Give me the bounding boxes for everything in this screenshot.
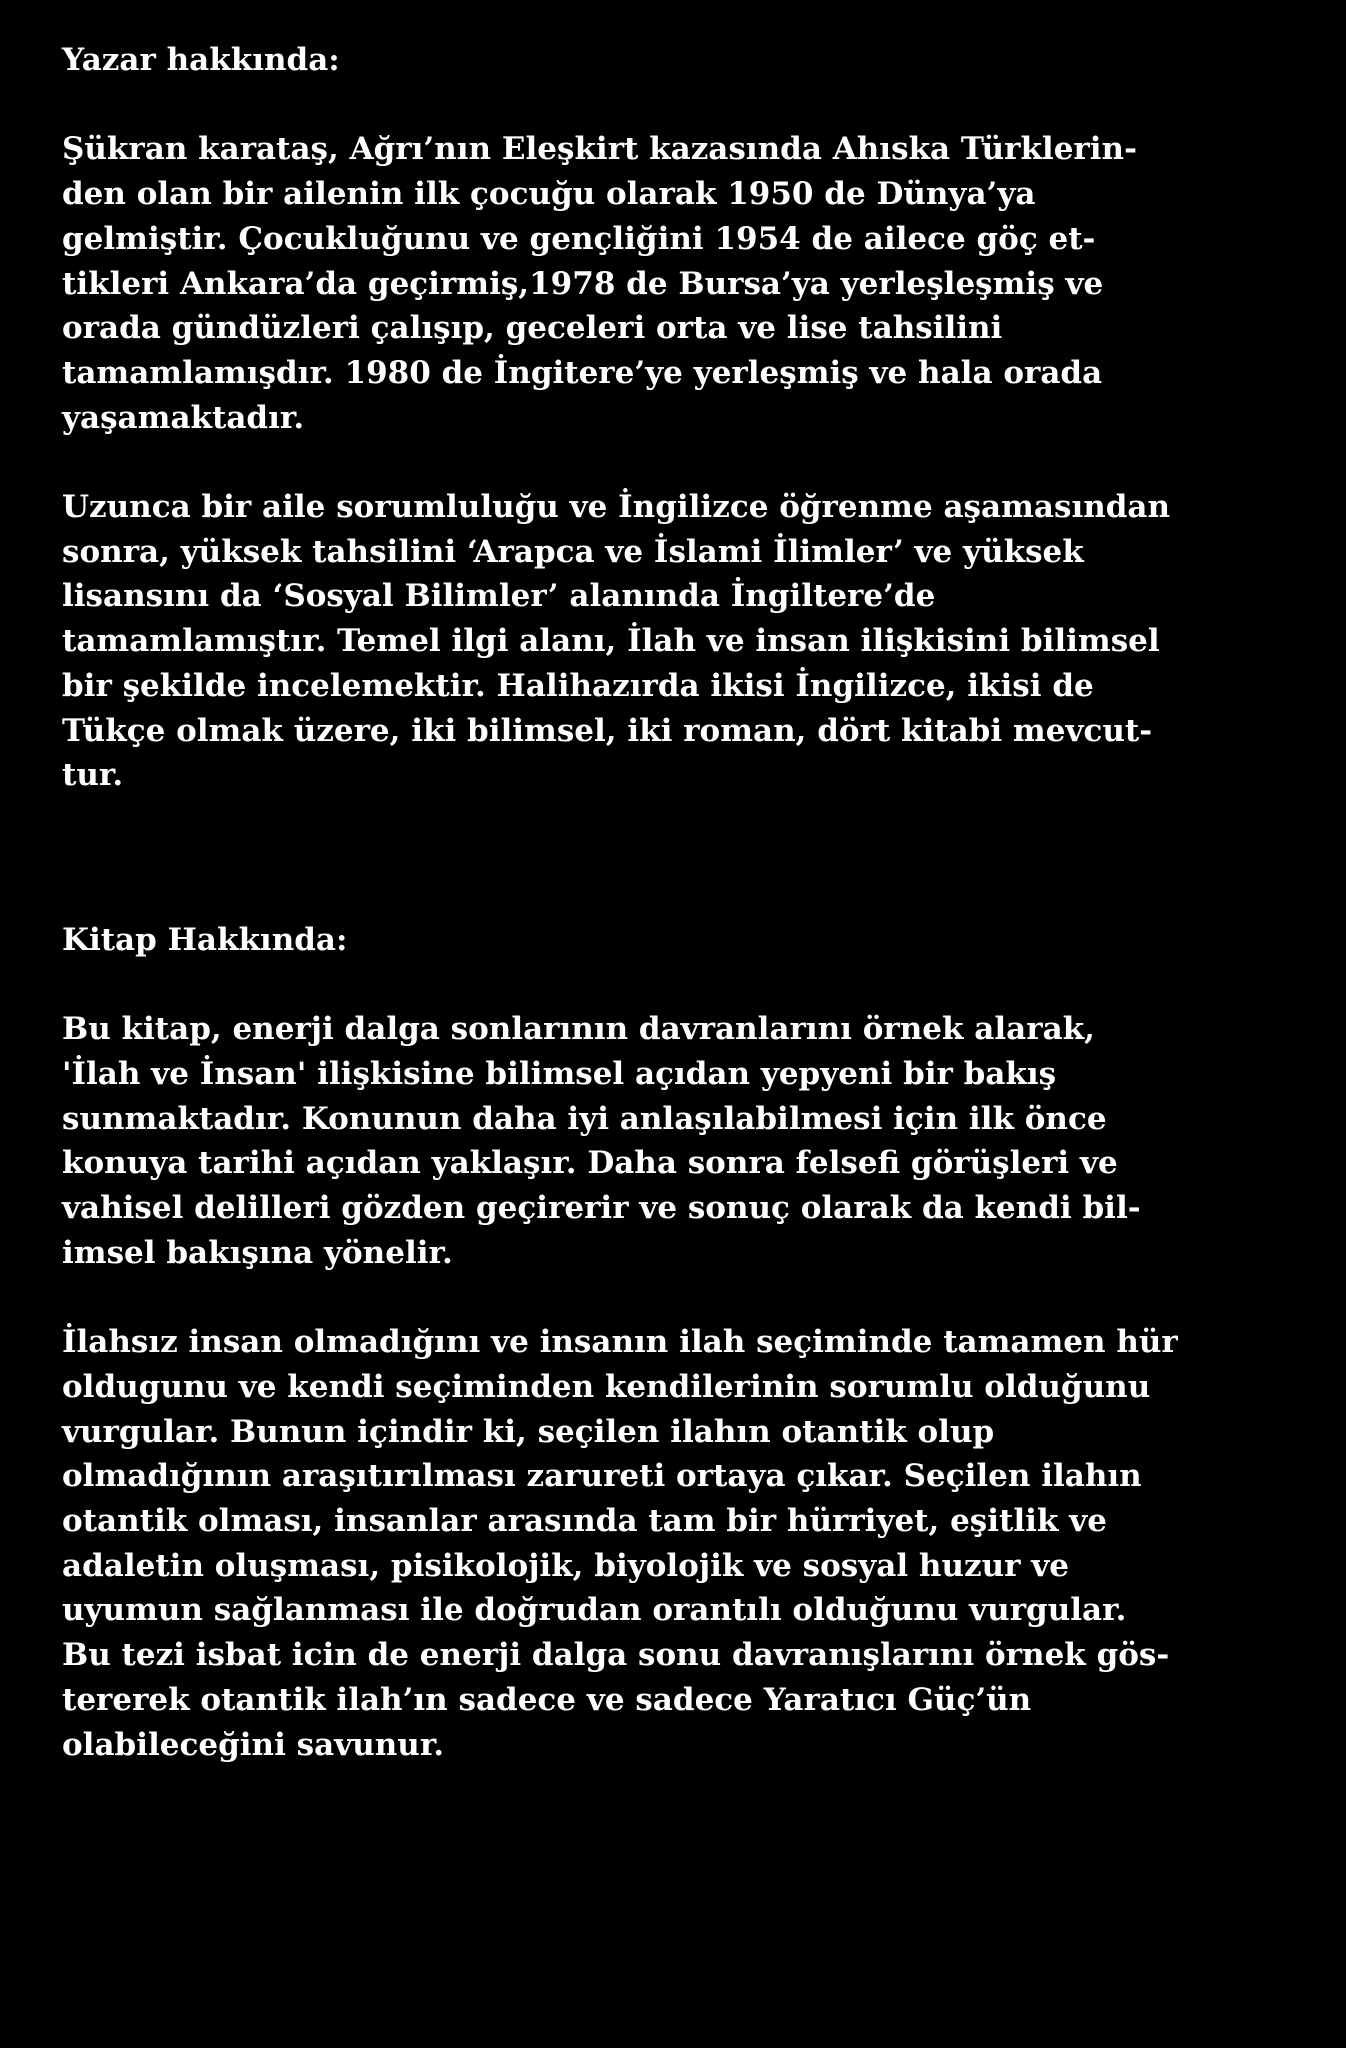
text-line: Şükran karataş, Ağrı’nın Eleşkirt kazasında Ahıska Türklerin-: [62, 131, 1137, 168]
text-line: konuya tarihi açıdan yaklaşır. Daha sonra felsefi görüşleri ve: [62, 1145, 1118, 1182]
text-line: olabileceğini savunur.: [62, 1726, 445, 1763]
text-line: Bu kitap, enerji dalga sonlarının davranlarını örnek alarak,: [62, 1011, 1095, 1048]
text-line: tamamlamışdır. 1980 de İngitere’ye yerleşmiş ve hala orada: [62, 354, 1103, 391]
text-line: uyumun sağlanması ile doğrudan orantılı olduğunu vurgular.: [62, 1592, 1127, 1629]
text-line: sonra, yüksek tahsilini ‘Arapca ve İslami İlimler’ ve yüksek: [62, 533, 1084, 570]
text-line: Uzunca bir aile sorumluluğu ve İngilizce öğrenme aşamasından: [62, 489, 1171, 525]
document-page: [62, 38, 1324, 1767]
text-line: vahisel delilleri gözden geçirerir ve sonuç olarak da kendi bil-: [62, 1190, 1141, 1227]
author-heading: Yazar hakkında:: [62, 42, 340, 78]
text-line: 'İlah ve İnsan' ilişkisine bilimsel açıdan yepyeni bir bakış: [62, 1056, 1057, 1093]
text-line: imsel bakışına yönelir.: [62, 1234, 453, 1271]
text-line: yaşamaktadır.: [62, 399, 305, 436]
text-line: otantik olması, insanlar arasında tam bir hürriyet, eşitlik ve: [62, 1503, 1107, 1540]
spacer: [62, 440, 1324, 485]
text-line: lisansını da ‘Sosyal Bilimler’ alanında İngiltere’de: [62, 578, 936, 615]
text-line: sunmaktadır. Konunun daha iyi anlaşılabilmesi için ilk önce: [62, 1100, 1107, 1137]
text-line: adaletin oluşması, pisikolojik, biyolojik ve sosyal huzur ve: [62, 1547, 1069, 1584]
text-line: tamamlamıştır. Temel ilgi alanı, İlah ve insan ilişkisini bilimsel: [62, 623, 1160, 660]
spacer: [62, 1276, 1324, 1321]
author-paragraph-2: [62, 485, 1324, 798]
text-line: Bu tezi isbat icin de enerji dalga sonu davranışlarını örnek gös-: [62, 1637, 1170, 1674]
text-line: den olan bir ailenin ilk çocuğu olarak 1950 de Dünya’ya: [62, 176, 1036, 213]
text-line: tikleri Ankara’da geçirmiş,1978 de Bursa’ya yerleşleşmiş ve: [62, 265, 1104, 302]
text-line: olmadığının araşıtırılması zarureti ortaya çıkar. Seçilen ilahın: [62, 1458, 1142, 1495]
text-line: bir şekilde incelemektir. Halihazırda ikisi İngilizce, ikisi de: [62, 667, 1094, 704]
spacer: [62, 963, 1324, 1008]
spacer: [62, 83, 1324, 128]
book-paragraph-2: [62, 1320, 1324, 1767]
text-line: Tükçe olmak üzere, iki bilimsel, iki roman, dört kitabi mevcut-: [62, 712, 1153, 749]
text-line: orada gündüzleri çalışıp, geceleri orta ve lise tahsilini: [62, 310, 1003, 347]
spacer: [62, 798, 1324, 918]
text-line: tur.: [62, 757, 124, 794]
book-heading: Kitap Hakkında:: [62, 921, 348, 958]
text-line: oldugunu ve kendi seçiminden kendilerinin sorumlu olduğunu: [62, 1368, 1151, 1405]
text-line: vurgular. Bunun içindir ki, seçilen ilahın otantik olup: [62, 1413, 995, 1450]
author-paragraph-1: [62, 127, 1324, 440]
text-line: tererek otantik ilah’ın sadece ve sadece Yaratıcı Güç’ün: [62, 1681, 1032, 1718]
text-line: İlahsız insan olmadığını ve insanın ilah seçiminde tamamen hür: [62, 1324, 1178, 1361]
book-paragraph-1: [62, 1007, 1324, 1275]
text-line: gelmiştir. Çocukluğunu ve gençliğini 1954 de ailece göç et-: [62, 220, 1096, 257]
